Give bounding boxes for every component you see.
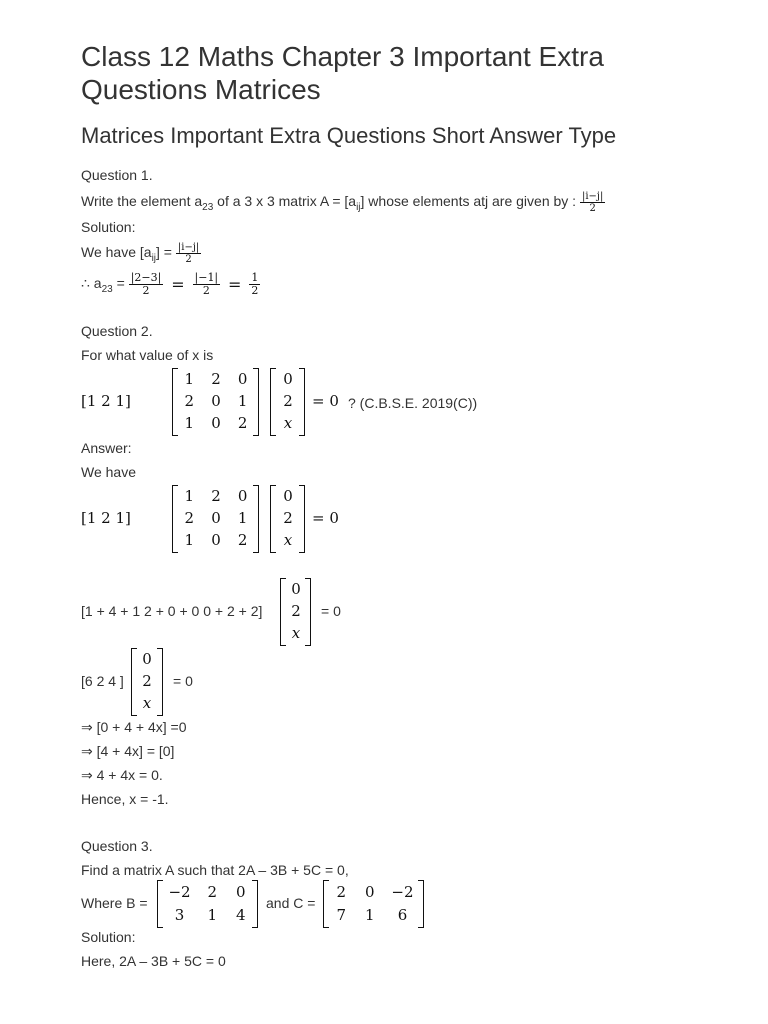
fraction-minus1: $\frac{|-1|}{2}$: [194, 271, 219, 297]
therefore-line: ∴ $a_{23}$ = $\frac{|2-3|}{2}$ = $\frac{|-1|}{2}$ = $\frac{1}{2}$: [81, 271, 259, 297]
equals-zero-2: = 0: [312, 509, 339, 527]
m-0-0: 1: [184, 370, 195, 388]
row-vector-2: [1 2 1]: [81, 509, 131, 527]
step-6: Hence, x = -1.: [81, 791, 169, 807]
cbse-reference: ? (C.B.S.E. 2019(C)): [348, 395, 478, 411]
m-1-2: 1: [237, 392, 248, 410]
we-have-line: We have $[a_{ij}]$ = $\frac{|i-j|}{2}$: [81, 242, 200, 265]
m-1-0: 2: [184, 392, 195, 410]
m-2-0: 1: [184, 414, 195, 432]
equals-zero: = 0: [312, 392, 339, 410]
step-2: [6 2 4 ]: [81, 673, 124, 689]
answer-label: Answer:: [81, 440, 132, 456]
we-have-2: We have: [81, 464, 136, 480]
step-1: [1 + 4 + 1 2 + 0 + 0 0 + 2 + 2]: [81, 603, 263, 619]
step-4: ⇒ [4 + 4x] = [0]: [81, 743, 175, 759]
section-heading: Matrices Important Extra Questions Short Answer Type: [81, 123, 617, 148]
solution-label-3: Solution:: [81, 929, 136, 945]
fraction-half: $\frac{1}{2}$: [251, 271, 259, 297]
question-3-text: Find a matrix A such that 2A – 3B + 5C = 0,: [81, 862, 349, 878]
fraction-2-3: $\frac{|2-3|}{2}$: [130, 271, 162, 297]
m-2-1: 0: [211, 414, 221, 432]
question-1-label: Question 1.: [81, 167, 153, 183]
here-line: Here, 2A – 3B + 5C = 0: [81, 953, 226, 969]
page: Class 12 Maths Chapter 3 Important Extra Questions Matrices Matrices Important Extra Questions Short Answer Type Question 1. Write the element $a_{23}$ of a 3 x 3 matrix $A = [a_{ij}]$ whose elements atj are given by : $\frac{|i-j|}{2}$ Solution: We have $[a_{ij}]$ = $\frac{|i-j|}{2}$ ∴ $a_{23}$ = $\frac{|2-3|}{2}$ = $\frac{|-1|}{2}$ = $\frac{1}{2}$ Question 2. For what value of x is [1 2 1] 1 2 0 2 0 1 1 0 2 0 2 x = 0 ? (C.B.S.E. 2019(C)) Answer: We have [1 2 1] 1 2 0 2 0 1 1 0 2 0 2 x = 0 [1 + 4 + 1 2 + 0 + 0 0 + 2 + 2] 0 2 x = 0 [6 2 4 ] 0 2 x = 0 ⇒ [0 + 4 + 4x] =0 ⇒ [4 + 4x] = [0] ⇒ 4 + 4x = 0. Hence, x = -1. Question 3. Find a matrix A such that 2A – 3B + 5C = 0, Where B = −2 2 0 3 1 4 and C = 2 0 −2 7 1 6 Solution: Here, 2A – 3B + 5C = 0: [0, 0, 768, 1024]
fraction-ij-over-2: $\frac{|i-j|}{2}$: [581, 191, 604, 214]
row-vector: [1 2 1]: [81, 392, 131, 410]
m-0-1: 2: [211, 370, 221, 388]
m-2-2: 2: [237, 414, 248, 432]
where-b: Where B =: [81, 895, 148, 911]
page-title: Class 12 Maths Chapter 3 Important Extra Questions Matrices: [81, 41, 604, 105]
step-3: ⇒ [0 + 4 + 4x] =0: [81, 719, 187, 735]
question-2-label: Question 2.: [81, 323, 153, 339]
m-1-1: 0: [211, 392, 221, 410]
step-1-eq: = 0: [321, 603, 341, 619]
question-1-text: Write the element $a_{23}$ of a 3 x 3 matrix $A = [a_{ij}]$ whose elements atj are given by : $\frac{|i-j|}{2}$: [81, 191, 604, 214]
step-5: ⇒ 4 + 4x = 0.: [81, 767, 163, 783]
and-c: and C =: [266, 895, 316, 911]
step-2-eq: = 0: [173, 673, 193, 689]
question-2-text: For what value of x is: [81, 347, 214, 363]
solution-label: Solution:: [81, 219, 136, 235]
question-3-label: Question 3.: [81, 838, 153, 854]
fraction-ij-over-2-b: $\frac{|i-j|}{2}$: [177, 242, 200, 265]
m-0-2: 0: [237, 370, 248, 388]
